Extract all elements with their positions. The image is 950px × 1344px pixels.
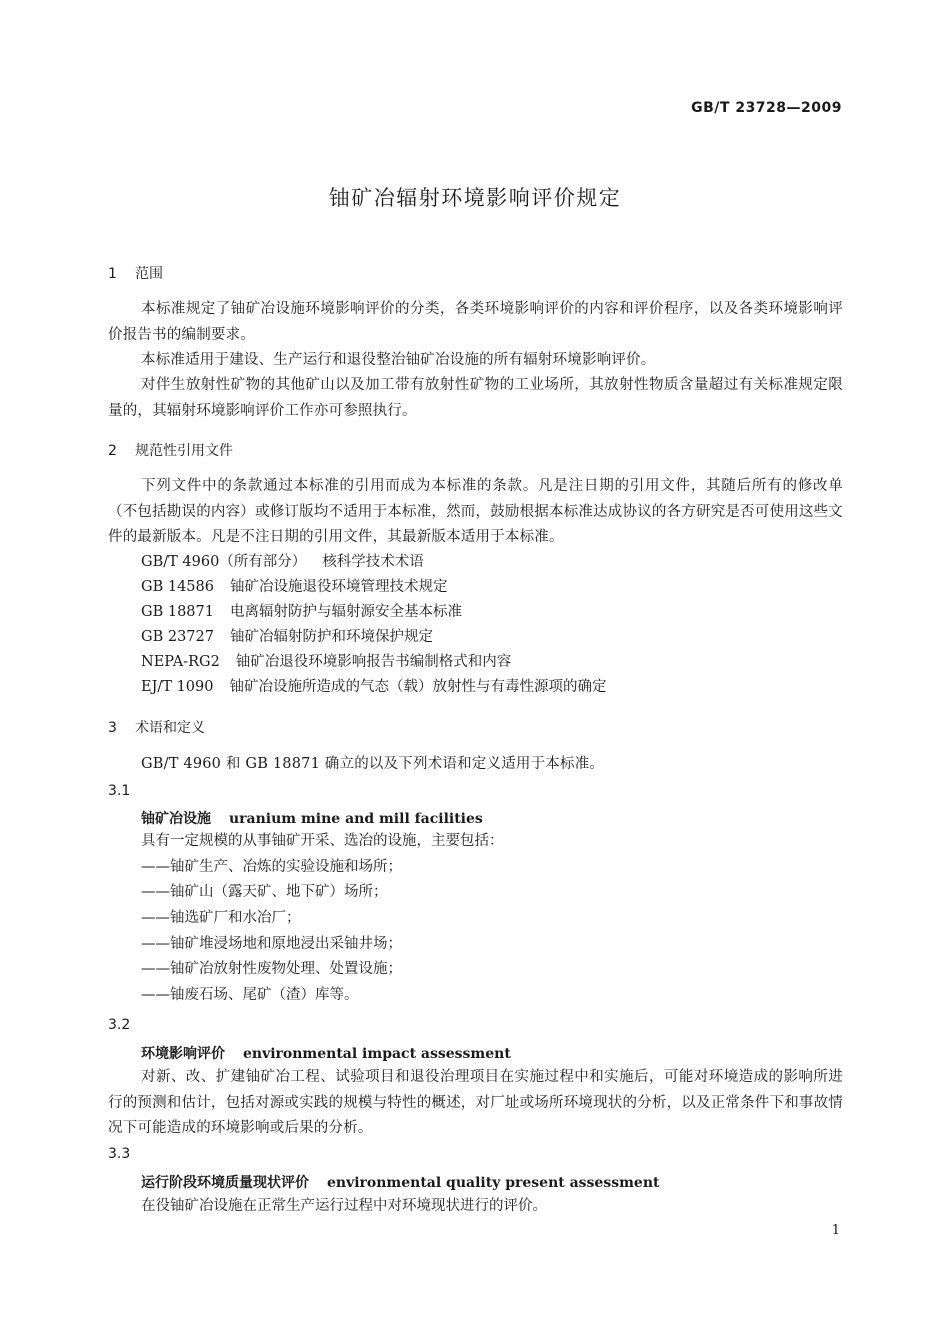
term-english: environmental impact assessment [243,1046,511,1062]
reference-title: 铀矿冶退役环境影响报告书编制格式和内容 [235,654,512,670]
term-chinese: 铀矿冶设施 [141,811,211,827]
reference-item [141,625,433,651]
list-item: ——铀废石场、尾矿（渣）库等。 [141,987,359,1003]
section-1-heading [108,263,163,283]
document-title: 铀矿冶辐射环境影响评价规定 [328,186,622,210]
reference-code: GB 23727 [141,629,214,645]
term-definition: 具有一定规模的从事铀矿开采、选冶的设施，主要包括： [141,833,504,849]
section-1-paragraph-2: 本标准适用于建设、生产运行和退役整治铀矿冶设施的所有辐射环境影响评价。 [141,352,656,368]
section-title: 术语和定义 [135,720,205,736]
term-definition: 对新、改、扩建铀矿冶工程、试验项目和退役治理项目在实施过程中和实施后，可能对环境造成的影响所进行的预测和估计，包括对源或实践的规模与特性的概述，对厂址或场所环境现状的分析，以及正常条件下和事故情况下可能造成的环境影响或后果的分析。 [108,1069,843,1136]
section-1-paragraph-3: 对伴生放射性矿物的其他矿山以及加工带有放射性矿物的工业场所，其放射性物质含量超过有关标准规定限量的，其辐射环境影响评价工作亦可参照执行。 [108,377,843,419]
section-3-intro: GB/T 4960 和 GB 18871 确立的以及下列术语和定义适用于本标准。 [141,756,605,772]
section-number: 3 [108,720,117,736]
list-item: ——铀矿堆浸场地和原地浸出采铀井场； [141,936,402,952]
term-heading [141,1043,511,1063]
standard-number: GB/T 23728—2009 [691,100,842,116]
reference-item [141,550,424,576]
list-item: ——铀矿冶放射性废物处理、处置设施； [141,961,402,977]
list-item: ——铀矿山（露天矿、地下矿）场所； [141,884,388,900]
section-2-intro: 下列文件中的条款通过本标准的引用而成为本标准的条款。凡是注日期的引用文件，其随后所有的修改单（不包括勘误的内容）或修订版均不适用于本标准，然而，鼓励根据本标准达成协议的各方研究是否可使用这些文件的最新版本。凡是不注日期的引用文件，其最新版本适用于本标准。 [108,478,843,545]
term-definition: 在役铀矿冶设施在正常生产运行过程中对环境现状进行的评价。 [141,1198,547,1214]
term-english: environmental quality present assessment [327,1175,660,1191]
section-number: 1 [108,266,117,282]
reference-title: 电离辐射防护与辐射源安全基本标准 [229,604,462,620]
section-number: 2 [108,443,117,459]
section-3-heading [108,717,205,737]
reference-item [141,675,606,701]
section-title: 范围 [135,266,163,282]
term-english: uranium mine and mill facilities [229,811,483,827]
reference-item [141,600,462,626]
section-title: 规范性引用文件 [135,443,233,459]
section-1-paragraph-1: 本标准规定了铀矿冶设施环境影响评价的分类，各类环境影响评价的内容和评价程序，以及各类环境影响评价报告书的编制要求。 [108,301,843,343]
term-chinese: 运行阶段环境质量现状评价 [141,1175,309,1191]
reference-code: GB 14586 [141,579,214,595]
term-number: 3.3 [108,1146,131,1162]
term-number: 3.2 [108,1017,131,1033]
reference-title: 铀矿冶设施退役环境管理技术规定 [229,579,448,595]
reference-code: GB 18871 [141,604,214,620]
section-2-heading [108,440,233,460]
term-number: 3.1 [108,783,131,799]
term-heading [141,808,483,828]
reference-item [141,650,511,676]
reference-item [141,575,447,601]
list-item: ——铀矿生产、冶炼的实验设施和场所； [141,859,402,875]
reference-code: NEPA-RG2 [141,654,220,670]
term-chinese: 环境影响评价 [141,1046,225,1062]
list-item: ——铀选矿厂和水冶厂； [141,910,301,926]
page-number: 1 [831,1223,840,1238]
reference-title: 铀矿冶设施所造成的气态（载）放射性与有毒性源项的确定 [229,679,607,695]
reference-code: EJ/T 1090 [141,679,214,695]
reference-title: 铀矿冶辐射防护和环境保护规定 [229,629,433,645]
term-heading [141,1172,659,1192]
reference-code: GB/T 4960（所有部分） [141,554,307,570]
reference-title: 核科学技术术语 [322,554,424,570]
